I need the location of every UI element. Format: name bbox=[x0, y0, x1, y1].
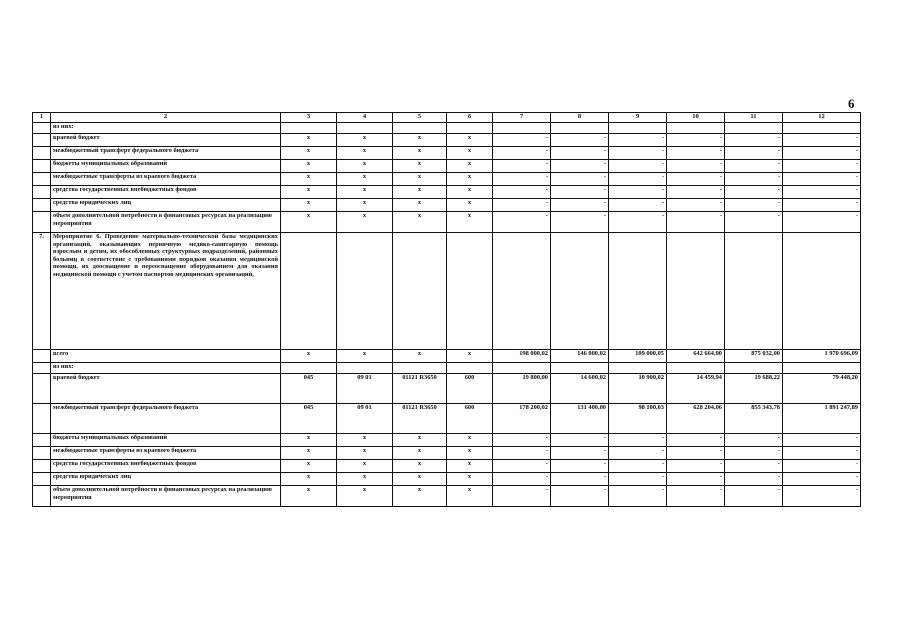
header-cell: 8 bbox=[551, 113, 609, 123]
cell-col-12: - bbox=[783, 147, 861, 160]
cell-col-10: - bbox=[667, 473, 725, 486]
cell-col-4: x bbox=[337, 160, 393, 173]
cell-col-1 bbox=[33, 404, 51, 434]
cell-col-8: - bbox=[551, 460, 609, 473]
cell-col-5 bbox=[393, 123, 447, 134]
header-cell: 4 bbox=[337, 113, 393, 123]
cell-col-9: - bbox=[609, 473, 667, 486]
cell-col-1 bbox=[33, 460, 51, 473]
table-row bbox=[33, 186, 861, 199]
cell-col-1 bbox=[33, 160, 51, 173]
cell-col-5: x bbox=[393, 350, 447, 363]
cell-col-4: x bbox=[337, 486, 393, 507]
cell-col-1 bbox=[33, 147, 51, 160]
cell-col-3: x bbox=[281, 173, 337, 186]
cell-col-1 bbox=[33, 363, 51, 374]
cell-col-11: 875 032,00 bbox=[725, 350, 783, 363]
header-cell: 5 bbox=[393, 113, 447, 123]
cell-col-3: x bbox=[281, 486, 337, 507]
cell-col-11: - bbox=[725, 486, 783, 507]
table-row bbox=[33, 460, 861, 473]
cell-col-10: - bbox=[667, 212, 725, 233]
cell-col-11: - bbox=[725, 460, 783, 473]
cell-col-1 bbox=[33, 434, 51, 447]
cell-col-11: - bbox=[725, 160, 783, 173]
cell-col-4: 09 01 bbox=[337, 374, 393, 404]
cell-col-1 bbox=[33, 173, 51, 186]
cell-col-3 bbox=[281, 123, 337, 134]
cell-col-5: x bbox=[393, 186, 447, 199]
header-row bbox=[33, 113, 861, 123]
cell-col-7: - bbox=[493, 147, 551, 160]
cell-col-3: x bbox=[281, 460, 337, 473]
cell-col-7: - bbox=[493, 173, 551, 186]
cell-col-7 bbox=[493, 363, 551, 374]
cell-col-8: - bbox=[551, 486, 609, 507]
cell-col-9: - bbox=[609, 147, 667, 160]
cell-col-4: x bbox=[337, 212, 393, 233]
cell-col-8: - bbox=[551, 186, 609, 199]
cell-col-4: x bbox=[337, 134, 393, 147]
cell-col-10 bbox=[667, 363, 725, 374]
cell-col-6: x bbox=[447, 460, 493, 473]
cell-col-6: x bbox=[447, 350, 493, 363]
cell-col-9: - bbox=[609, 134, 667, 147]
cell-col-11: 855 343,78 bbox=[725, 404, 783, 434]
cell-col-12: 1 891 247,89 bbox=[783, 404, 861, 434]
cell-col-9: - bbox=[609, 212, 667, 233]
cell-col-8: - bbox=[551, 212, 609, 233]
table-row bbox=[33, 404, 861, 434]
cell-col-10: 628 204,06 bbox=[667, 404, 725, 434]
cell-col-1 bbox=[33, 447, 51, 460]
cell-col-12: - bbox=[783, 486, 861, 507]
cell-col-8: - bbox=[551, 173, 609, 186]
table-row bbox=[33, 233, 861, 350]
cell-col-2: средства юридических лиц bbox=[51, 199, 281, 212]
cell-col-7: 178 200,02 bbox=[493, 404, 551, 434]
cell-col-10: - bbox=[667, 434, 725, 447]
cell-col-9: - bbox=[609, 486, 667, 507]
cell-col-5: x bbox=[393, 447, 447, 460]
cell-col-7: - bbox=[493, 199, 551, 212]
cell-col-11: - bbox=[725, 134, 783, 147]
table-row bbox=[33, 160, 861, 173]
cell-col-7: - bbox=[493, 212, 551, 233]
cell-col-4: x bbox=[337, 460, 393, 473]
cell-col-12: - bbox=[783, 173, 861, 186]
cell-col-9: 98 100,03 bbox=[609, 404, 667, 434]
cell-col-3: x bbox=[281, 147, 337, 160]
cell-col-2: объем дополнительной потребности в финансовых ресурсах на реализацию мероприятия bbox=[51, 212, 281, 233]
cell-col-6: x bbox=[447, 173, 493, 186]
cell-col-10: - bbox=[667, 173, 725, 186]
cell-col-6: 600 bbox=[447, 374, 493, 404]
cell-col-4: x bbox=[337, 473, 393, 486]
cell-col-3: x bbox=[281, 186, 337, 199]
cell-col-4 bbox=[337, 123, 393, 134]
table-row bbox=[33, 147, 861, 160]
page-number: 6 bbox=[848, 96, 855, 111]
cell-col-12 bbox=[783, 123, 861, 134]
cell-col-7: - bbox=[493, 473, 551, 486]
cell-col-5: 01121 R3650 bbox=[393, 404, 447, 434]
cell-col-9: - bbox=[609, 160, 667, 173]
cell-col-2: средства юридических лиц bbox=[51, 473, 281, 486]
cell-col-6: x bbox=[447, 186, 493, 199]
cell-col-12: - bbox=[783, 473, 861, 486]
cell-col-5: x bbox=[393, 173, 447, 186]
cell-col-3: x bbox=[281, 134, 337, 147]
cell-col-1 bbox=[33, 123, 51, 134]
cell-col-3: x bbox=[281, 447, 337, 460]
cell-col-11 bbox=[725, 233, 783, 350]
table-row bbox=[33, 212, 861, 233]
cell-col-11 bbox=[725, 123, 783, 134]
table-row bbox=[33, 134, 861, 147]
cell-col-4: x bbox=[337, 186, 393, 199]
cell-col-8: - bbox=[551, 147, 609, 160]
cell-col-8: - bbox=[551, 447, 609, 460]
cell-col-3 bbox=[281, 363, 337, 374]
cell-col-4: 09 01 bbox=[337, 404, 393, 434]
header-cell: 2 bbox=[51, 113, 281, 123]
cell-col-11: - bbox=[725, 473, 783, 486]
header-cell: 11 bbox=[725, 113, 783, 123]
cell-col-5: x bbox=[393, 434, 447, 447]
cell-col-2: средства государственных внебюджетных фондов bbox=[51, 460, 281, 473]
cell-col-10: 14 459,94 bbox=[667, 374, 725, 404]
header-cell: 9 bbox=[609, 113, 667, 123]
cell-col-11 bbox=[725, 363, 783, 374]
cell-col-4: x bbox=[337, 173, 393, 186]
cell-col-9: 10 900,02 bbox=[609, 374, 667, 404]
cell-col-11: - bbox=[725, 434, 783, 447]
cell-col-9: - bbox=[609, 199, 667, 212]
cell-col-7: - bbox=[493, 434, 551, 447]
cell-col-8 bbox=[551, 363, 609, 374]
cell-col-10: - bbox=[667, 186, 725, 199]
table-row bbox=[33, 447, 861, 460]
cell-col-8: - bbox=[551, 434, 609, 447]
cell-col-9 bbox=[609, 123, 667, 134]
cell-col-4: x bbox=[337, 447, 393, 460]
cell-col-2: из них: bbox=[51, 363, 281, 374]
cell-col-11: - bbox=[725, 199, 783, 212]
cell-col-7: - bbox=[493, 160, 551, 173]
cell-col-7 bbox=[493, 233, 551, 350]
cell-col-12: - bbox=[783, 199, 861, 212]
cell-col-8: 14 600,02 bbox=[551, 374, 609, 404]
cell-col-2: краевой бюджет bbox=[51, 134, 281, 147]
cell-col-2: межбюджетный трансферт федерального бюджета bbox=[51, 404, 281, 434]
cell-col-5: x bbox=[393, 486, 447, 507]
cell-col-9 bbox=[609, 363, 667, 374]
cell-col-7 bbox=[493, 123, 551, 134]
cell-col-5: 01121 R3650 bbox=[393, 374, 447, 404]
cell-col-2: бюджеты муниципальных образований bbox=[51, 160, 281, 173]
table-row bbox=[33, 434, 861, 447]
cell-col-11: 19 688,22 bbox=[725, 374, 783, 404]
cell-col-10: - bbox=[667, 147, 725, 160]
cell-col-6: x bbox=[447, 160, 493, 173]
cell-col-5 bbox=[393, 363, 447, 374]
cell-col-11: - bbox=[725, 212, 783, 233]
cell-col-2: межбюджетные трансферты из краевого бюджета bbox=[51, 173, 281, 186]
cell-col-12: - bbox=[783, 160, 861, 173]
cell-col-1 bbox=[33, 486, 51, 507]
header-cell: 3 bbox=[281, 113, 337, 123]
cell-col-12: 79 448,20 bbox=[783, 374, 861, 404]
header-cell: 7 bbox=[493, 113, 551, 123]
cell-col-3: x bbox=[281, 199, 337, 212]
cell-col-9 bbox=[609, 233, 667, 350]
cell-col-10: - bbox=[667, 447, 725, 460]
cell-col-7: - bbox=[493, 486, 551, 507]
header-cell: 12 bbox=[783, 113, 861, 123]
cell-col-10 bbox=[667, 233, 725, 350]
cell-col-12: - bbox=[783, 460, 861, 473]
cell-col-2: краевой бюджет bbox=[51, 374, 281, 404]
table-row bbox=[33, 486, 861, 507]
cell-col-10: - bbox=[667, 134, 725, 147]
cell-col-12: - bbox=[783, 447, 861, 460]
cell-col-9: - bbox=[609, 186, 667, 199]
cell-col-6: x bbox=[447, 434, 493, 447]
cell-col-6: x bbox=[447, 486, 493, 507]
cell-col-6: x bbox=[447, 447, 493, 460]
cell-col-8: - bbox=[551, 160, 609, 173]
cell-col-6: x bbox=[447, 212, 493, 233]
cell-col-9: 109 000,05 bbox=[609, 350, 667, 363]
cell-col-7: - bbox=[493, 134, 551, 147]
cell-col-12: - bbox=[783, 434, 861, 447]
cell-col-12: 1 970 696,09 bbox=[783, 350, 861, 363]
cell-col-1: 7. bbox=[33, 233, 51, 350]
cell-col-3: x bbox=[281, 434, 337, 447]
cell-col-2: Мероприятие 6. Проведение материально-технической базы медицинских организаций, оказывающих первичную медико-санитарную помощь взрослым и детям, их обособленных структурных подразделений, районных больниц в соответствие с требованиями порядков оказания медицинской помощи, их дооснащение и переоснащение оборудованием для оказания медицинской помощи с учетом паспортов медицинских организаций, bbox=[51, 233, 281, 350]
cell-col-1 bbox=[33, 199, 51, 212]
cell-col-8 bbox=[551, 233, 609, 350]
cell-col-1 bbox=[33, 374, 51, 404]
cell-col-5: x bbox=[393, 212, 447, 233]
cell-col-11: - bbox=[725, 447, 783, 460]
cell-col-10: - bbox=[667, 486, 725, 507]
cell-col-9: - bbox=[609, 434, 667, 447]
cell-col-6 bbox=[447, 233, 493, 350]
cell-col-9: - bbox=[609, 460, 667, 473]
cell-col-2: бюджеты муниципальных образований bbox=[51, 434, 281, 447]
cell-col-6: x bbox=[447, 147, 493, 160]
cell-col-6: x bbox=[447, 134, 493, 147]
cell-col-7: 198 000,02 bbox=[493, 350, 551, 363]
cell-col-4 bbox=[337, 233, 393, 350]
table-row bbox=[33, 374, 861, 404]
cell-col-3 bbox=[281, 233, 337, 350]
cell-col-3: x bbox=[281, 160, 337, 173]
cell-col-7: - bbox=[493, 447, 551, 460]
cell-col-1 bbox=[33, 134, 51, 147]
cell-col-5: x bbox=[393, 134, 447, 147]
cell-col-11: - bbox=[725, 147, 783, 160]
header-cell: 1 bbox=[33, 113, 51, 123]
cell-col-10: - bbox=[667, 199, 725, 212]
cell-col-4: x bbox=[337, 350, 393, 363]
cell-col-4: x bbox=[337, 147, 393, 160]
cell-col-7: - bbox=[493, 460, 551, 473]
cell-col-7: - bbox=[493, 186, 551, 199]
cell-col-10 bbox=[667, 123, 725, 134]
cell-col-12: - bbox=[783, 134, 861, 147]
cell-col-3: x bbox=[281, 473, 337, 486]
cell-col-12: - bbox=[783, 212, 861, 233]
cell-col-5: x bbox=[393, 147, 447, 160]
cell-col-4: x bbox=[337, 434, 393, 447]
table-row bbox=[33, 173, 861, 186]
cell-col-10: - bbox=[667, 460, 725, 473]
cell-col-8: - bbox=[551, 473, 609, 486]
cell-col-9: - bbox=[609, 173, 667, 186]
cell-col-2: межбюджетные трансферты из краевого бюджета bbox=[51, 447, 281, 460]
cell-col-5 bbox=[393, 233, 447, 350]
cell-col-8: 146 000,02 bbox=[551, 350, 609, 363]
cell-col-6: 600 bbox=[447, 404, 493, 434]
cell-col-2: из них: bbox=[51, 123, 281, 134]
table-row bbox=[33, 199, 861, 212]
cell-col-12: - bbox=[783, 186, 861, 199]
cell-col-5: x bbox=[393, 160, 447, 173]
cell-col-1 bbox=[33, 350, 51, 363]
table-row bbox=[33, 363, 861, 374]
cell-col-2: средства государственных внебюджетных фондов bbox=[51, 186, 281, 199]
cell-col-8: - bbox=[551, 134, 609, 147]
cell-col-4 bbox=[337, 363, 393, 374]
budget-table bbox=[32, 112, 861, 507]
cell-col-10: 642 664,00 bbox=[667, 350, 725, 363]
cell-col-1 bbox=[33, 212, 51, 233]
cell-col-7: 19 800,00 bbox=[493, 374, 551, 404]
cell-col-5: x bbox=[393, 199, 447, 212]
cell-col-10: - bbox=[667, 160, 725, 173]
table-body bbox=[33, 123, 861, 507]
cell-col-1 bbox=[33, 473, 51, 486]
cell-col-4: x bbox=[337, 199, 393, 212]
cell-col-5: x bbox=[393, 460, 447, 473]
cell-col-5: x bbox=[393, 473, 447, 486]
table-row bbox=[33, 350, 861, 363]
cell-col-11: - bbox=[725, 186, 783, 199]
cell-col-3: 045 bbox=[281, 404, 337, 434]
cell-col-2: объем дополнительной потребности в финансовых ресурсах на реализацию мероприятия bbox=[51, 486, 281, 507]
cell-col-1 bbox=[33, 186, 51, 199]
cell-col-3: x bbox=[281, 212, 337, 233]
cell-col-6 bbox=[447, 123, 493, 134]
cell-col-3: 045 bbox=[281, 374, 337, 404]
cell-col-12 bbox=[783, 233, 861, 350]
cell-col-9: - bbox=[609, 447, 667, 460]
table-row bbox=[33, 123, 861, 134]
cell-col-2: всего bbox=[51, 350, 281, 363]
cell-col-12 bbox=[783, 363, 861, 374]
cell-col-8: 131 400,00 bbox=[551, 404, 609, 434]
cell-col-3: x bbox=[281, 350, 337, 363]
header-cell: 10 bbox=[667, 113, 725, 123]
header-cell: 6 bbox=[447, 113, 493, 123]
cell-col-6: x bbox=[447, 473, 493, 486]
cell-col-8: - bbox=[551, 199, 609, 212]
cell-col-6 bbox=[447, 363, 493, 374]
cell-col-11: - bbox=[725, 173, 783, 186]
table-row bbox=[33, 473, 861, 486]
cell-col-6: x bbox=[447, 199, 493, 212]
cell-col-2: межбюджетный трансферт федерального бюджета bbox=[51, 147, 281, 160]
cell-col-8 bbox=[551, 123, 609, 134]
